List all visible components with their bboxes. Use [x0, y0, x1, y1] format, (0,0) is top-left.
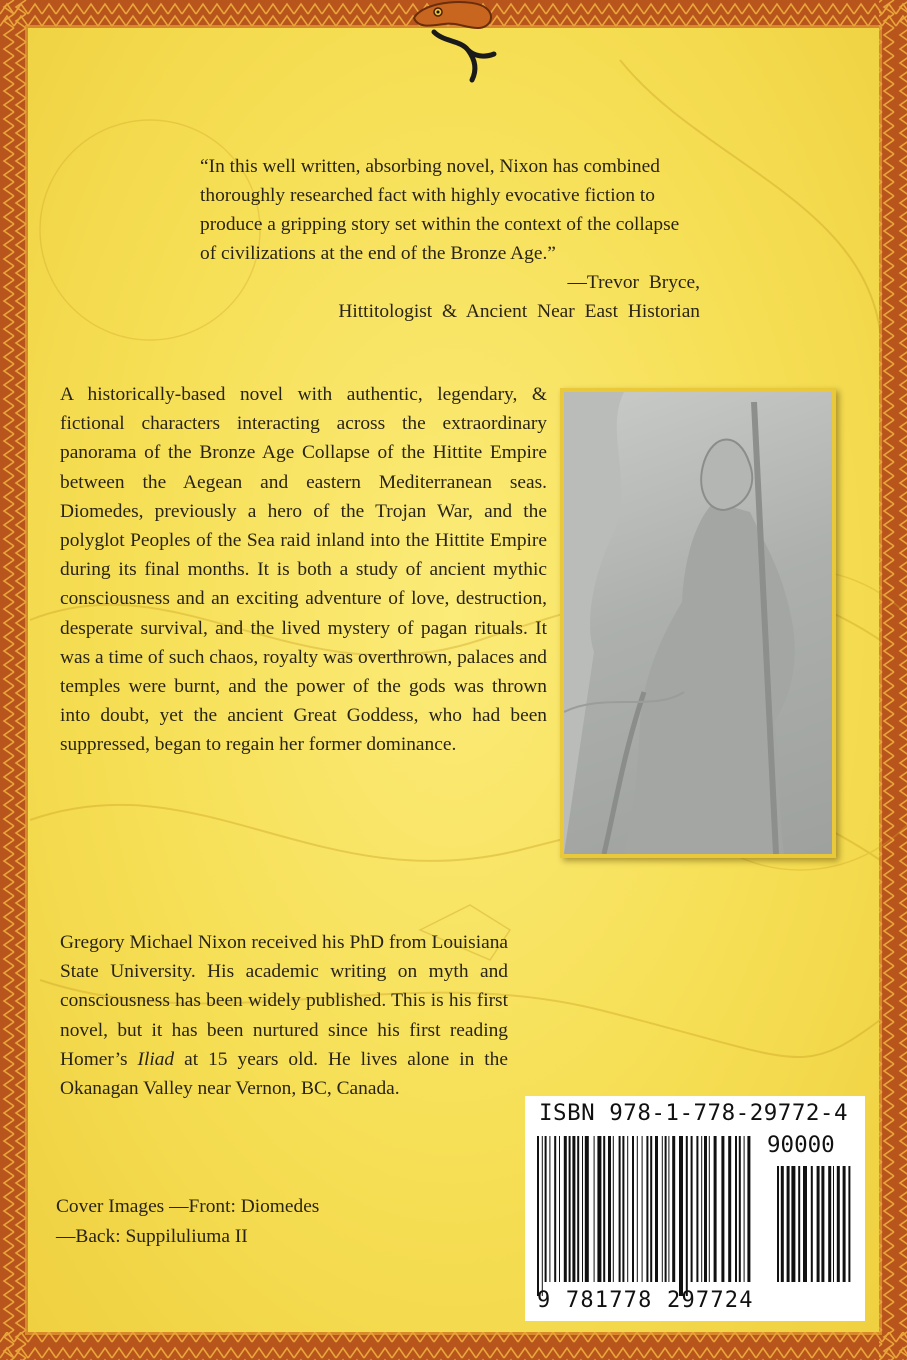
barcode-bar — [655, 1136, 658, 1282]
barcode-bars — [525, 1136, 757, 1296]
barcode-bar — [691, 1136, 693, 1282]
barcode-bar — [714, 1136, 717, 1282]
barcode-bar — [696, 1136, 698, 1282]
barcode-bar — [665, 1136, 667, 1282]
barcode-bar — [545, 1136, 547, 1282]
barcode-bar — [672, 1136, 675, 1282]
cover-credits — [56, 1192, 476, 1251]
barcode-bar — [709, 1136, 710, 1282]
barcode-bar — [811, 1166, 813, 1282]
barcode-bar — [594, 1136, 595, 1282]
barcode-bar — [622, 1136, 624, 1282]
barcode-bar — [554, 1136, 556, 1282]
barcode-bar — [613, 1136, 614, 1282]
barcode-bar — [632, 1136, 634, 1282]
barcode-bar — [798, 1166, 800, 1282]
barcode-bar — [668, 1136, 669, 1282]
barcode-bar — [537, 1136, 539, 1296]
snake-head-icon — [404, 0, 514, 88]
barcode-bar — [817, 1166, 820, 1282]
barcode-bar — [679, 1136, 683, 1296]
review-quote-text: “In this well written, absorbing novel, Nixon has combined thoroughly researched fact with highly evocative fiction to produce a gripping story set within the context of the collapse of civilizations at the end of the Bronze Age.” — [200, 156, 680, 264]
barcode-bar — [585, 1136, 589, 1282]
isbn-barcode — [525, 1096, 865, 1321]
barcode-bar — [608, 1136, 611, 1282]
author-bio — [60, 928, 508, 1103]
suppiluliuma-relief-image — [560, 388, 836, 858]
barcode-bar — [542, 1136, 543, 1296]
barcode-bar — [848, 1166, 850, 1282]
isbn-text: ISBN 978-1-778-29772-4 — [539, 1100, 849, 1126]
cover-credit-back: —Back: Suppiluliuma II — [56, 1225, 248, 1247]
author-bio-book-title: Iliad — [137, 1048, 175, 1070]
relief-figure-illustration — [564, 392, 832, 854]
barcode-bar — [735, 1136, 737, 1282]
barcode-bar — [597, 1136, 601, 1282]
barcode-bar — [828, 1166, 831, 1282]
review-author: —Trevor Bryce, — [567, 272, 700, 293]
barcode-bar — [627, 1136, 628, 1282]
barcode-bar — [564, 1136, 567, 1282]
barcode-bar — [787, 1166, 790, 1282]
barcode-bar — [662, 1136, 663, 1282]
barcode-bar — [637, 1136, 638, 1282]
barcode-bar — [582, 1136, 583, 1282]
barcode-addon-bars — [765, 1166, 855, 1296]
barcode-bar — [781, 1166, 784, 1282]
barcode-bar — [549, 1136, 550, 1282]
barcode-bar — [701, 1136, 702, 1282]
barcode-bar — [686, 1136, 688, 1296]
barcode-bar — [559, 1136, 560, 1282]
review-quote — [200, 152, 700, 326]
barcode-bar — [833, 1166, 834, 1282]
barcode-bar — [728, 1136, 731, 1282]
book-description: A historically-based novel with authentic, legendary, & fictional characters interacting across the extraordinary panorama of the Bronze Age Collapse of the Hittite Empire between the Aegean and eastern Mediterranean seas. Diomedes, previously a hero of the Trojan War, and the polyglot Peoples of the Sea raid inland into the Hittite Empire during its final months. It is both a study of ancient mythic consciousness and an exciting adventure of love, destruction, desperate survival, and the lived mystery of pagan rituals. It was a time of such chaos, royalty was overthrown, palaces and temples were burnt, and the power of the gods was thrown into doubt, yet the ancient Great Goddess, who had been suppressed, began to regain her former dominance. — [60, 384, 547, 756]
barcode-bar — [777, 1166, 779, 1282]
barcode-digits: 9 781778 297724 — [537, 1288, 754, 1313]
author-bio-text-end: at 15 years old. He lives alone in the Okanagan Valley near Vernon, BC, Canada. — [60, 1048, 508, 1100]
barcode-bar — [646, 1136, 648, 1282]
barcode-bar — [739, 1136, 741, 1282]
barcode-bar — [747, 1136, 750, 1282]
review-author-title: Hittitologist & Ancient Near East Historian — [338, 301, 700, 322]
barcode-bar — [704, 1136, 707, 1282]
barcode-bar — [572, 1136, 575, 1282]
price-code: 90000 — [767, 1132, 835, 1158]
barcode-bar — [577, 1136, 579, 1282]
barcode-bar — [642, 1136, 643, 1282]
barcode-bar — [843, 1166, 846, 1282]
barcode-bar — [803, 1166, 807, 1282]
author-bio-text: Gregory Michael Nixon received his PhD from Louisiana State University. His academic writing on myth and consciousness has been widely published. This is his first novel, but it has been nurtured since his first reading Homer’s — [60, 932, 508, 1070]
barcode-bar — [791, 1166, 795, 1282]
barcode-bar — [650, 1136, 652, 1282]
barcode-bar — [744, 1136, 745, 1282]
barcode-bar — [569, 1136, 571, 1282]
barcode-bar — [721, 1136, 724, 1282]
review-author-block — [200, 268, 700, 326]
barcode-bar — [821, 1166, 824, 1282]
cover-credit-front: Cover Images —Front: Diomedes — [56, 1196, 320, 1217]
barcode-bar — [837, 1166, 840, 1282]
barcode-bar — [619, 1136, 621, 1282]
barcode-bar — [603, 1136, 605, 1282]
